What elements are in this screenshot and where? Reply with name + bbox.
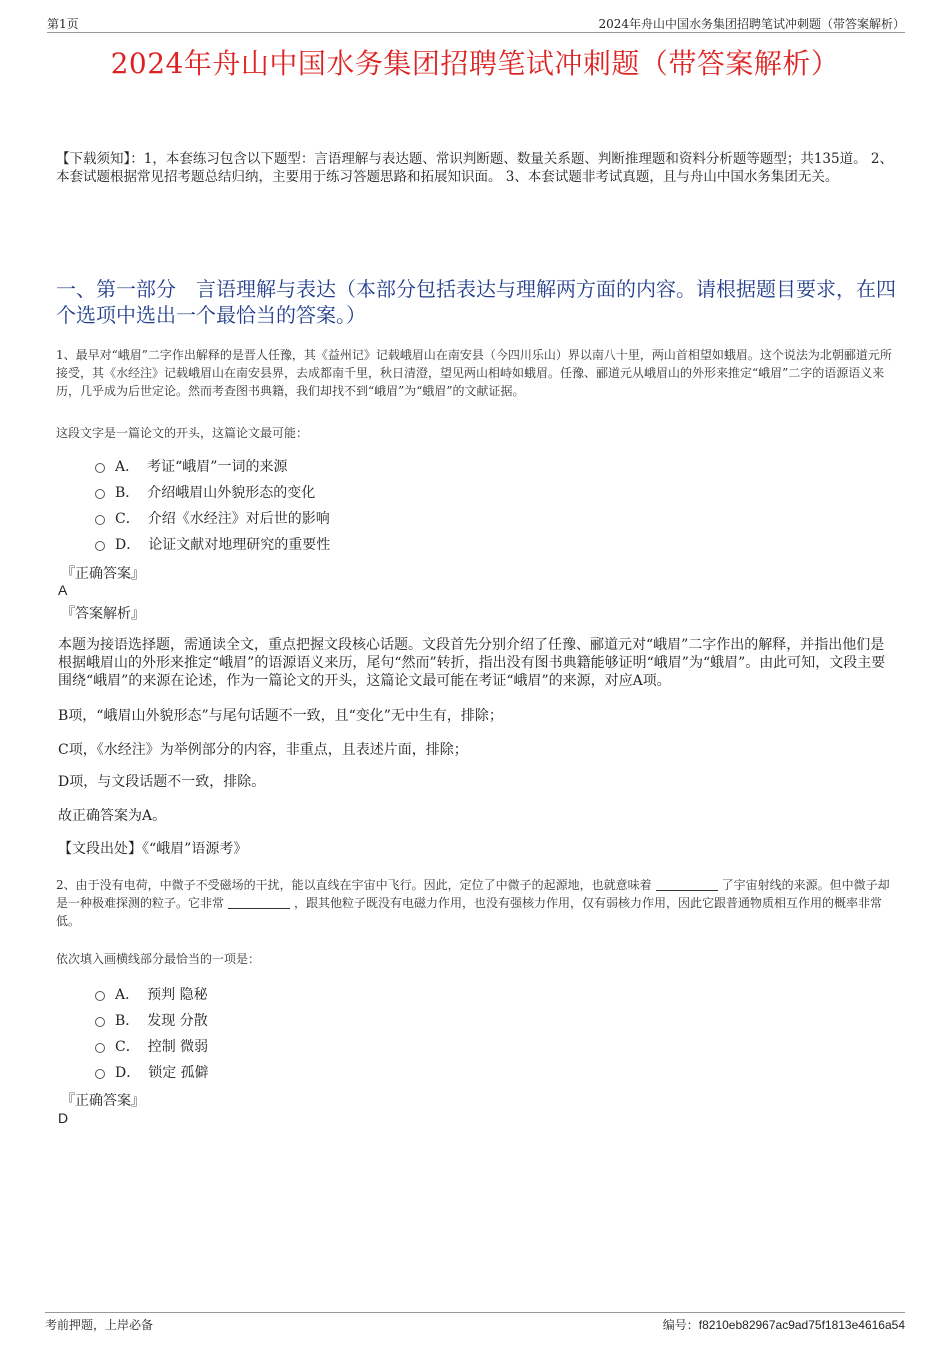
question-2-prompt: 依次填入画横线部分最恰当的一项是： — [56, 952, 261, 966]
radio-icon[interactable] — [95, 1043, 105, 1053]
analysis-paragraph: 故正确答案为A。 — [58, 808, 167, 824]
question-1-text: 1、最早对“峨眉”二字作出解释的是晋人任豫，其《益州记》记载峨眉山在南安县（今四川乐山）界以南八十里，两山首相望如蛾眉。这个说法为北朝郦道元所接受，其《水经注》记载峨眉山在南安县界，去成都南千里，秋日清澄，望见两山相峙如蛾眉。任豫、郦道元从峨眉山的外形来推定“峨眉”二字的语源语义来历，几乎成为后世定论。然而考查图书典籍，我们却找不到“峨眉”为“蛾眉”的文献证据。 — [56, 348, 892, 398]
answer-label: 『正确答案』 — [61, 1093, 145, 1109]
radio-icon[interactable] — [95, 541, 105, 551]
radio-icon[interactable] — [95, 515, 105, 525]
answer-value: A — [58, 582, 68, 598]
document-code: 编号：f8210eb82967ac9ad75f1813e4616a54 — [662, 1318, 905, 1332]
analysis-paragraph: 本题为接语选择题，需通读全文，重点把握文段核心话题。文段首先分别介绍了任豫、郦道元对“峨眉”二字作出的解释，并指出他们是根据峨眉山的外形来推定“峨眉”的语源语义来历，尾句“然而”转折，指出没有图书典籍能够证明“峨眉”为“蛾眉”。由此可知，文段主要围绕“峨眉”的来源在论述，作为一篇论文的开头，这篇论文最可能在考证“峨眉”的来源，对应A项。 — [58, 637, 886, 689]
analysis-paragraph: C项，《水经注》为举例部分的内容，非重点，且表述片面，排除； — [58, 742, 468, 758]
question-2-options — [95, 981, 209, 1085]
source-citation: 【文段出处】《“峨眉”语源考》 — [58, 841, 248, 857]
question-2-text: 2、由于没有电荷，中微子不受磁场的干扰，能以直线在宇宙中飞行。因此，定位了中微子的起源地，也就意味着 了宇宙射线的来源。但中微子却是一种极难探测的粒子。它非常 ，跟其他粒子既没有电磁力作用，也没有强核力作用，仅有弱核力作用，因此它跟普通物质相互作用的概率非常低。 — [56, 878, 890, 928]
page-footer — [45, 1312, 905, 1333]
radio-icon[interactable] — [95, 991, 105, 1001]
header-doc-title: 2024年舟山中国水务集团招聘笔试冲刺题（带答案解析） — [598, 17, 905, 31]
radio-icon[interactable] — [95, 1017, 105, 1027]
question-1-options — [95, 453, 330, 557]
page-number: 第1页 — [47, 17, 79, 31]
option-b[interactable]: B． 发现 分散 — [95, 1007, 209, 1033]
analysis-paragraph: B项，“峨眉山外貌形态”与尾句话题不一致，且“变化”无中生有，排除； — [58, 708, 503, 724]
footer-slogan: 考前押题，上岸必备 — [45, 1318, 154, 1332]
option-d[interactable]: D． 锁定 孤僻 — [95, 1059, 209, 1085]
answer-value: D — [58, 1110, 69, 1126]
document-title: 2024年舟山中国水务集团招聘笔试冲刺题（带答案解析） — [110, 47, 840, 80]
question-1-prompt: 这段文字是一篇论文的开头，这篇论文最可能： — [56, 426, 309, 440]
download-notice: 【下载须知】：1，本套练习包含以下题型：言语理解与表达题、常识判断题、数量关系题、判断推理题和资料分析题等题型；共135道。 2、本套试题根据常见招考题总结归纳，主要用于练习答题思路和拓展知识面。 3、本套试题非考试真题，且与舟山中国水务集团无关。 — [56, 151, 893, 185]
option-c[interactable]: C． 介绍《水经注》对后世的影响 — [95, 505, 330, 531]
radio-icon[interactable] — [95, 463, 105, 473]
radio-icon[interactable] — [95, 489, 105, 499]
option-a[interactable]: A． 考证“峨眉”一词的来源 — [95, 453, 330, 479]
option-c[interactable]: C． 控制 微弱 — [95, 1033, 209, 1059]
analysis-paragraph: D项，与文段话题不一致，排除。 — [58, 774, 266, 790]
option-b[interactable]: B． 介绍峨眉山外貌形态的变化 — [95, 479, 330, 505]
fill-blank — [656, 878, 718, 891]
option-d[interactable]: D． 论证文献对地理研究的重要性 — [95, 531, 330, 557]
radio-icon[interactable] — [95, 1069, 105, 1079]
fill-blank — [228, 896, 290, 909]
answer-label: 『正确答案』 — [61, 566, 145, 582]
analysis-label: 『答案解析』 — [61, 606, 145, 622]
section-heading: 一、第一部分 言语理解与表达（本部分包括表达与理解两方面的内容。请根据题目要求，在四个选项中选出一个最恰当的答案。） — [56, 277, 896, 327]
page-header — [47, 14, 905, 33]
option-a[interactable]: A． 预判 隐秘 — [95, 981, 209, 1007]
